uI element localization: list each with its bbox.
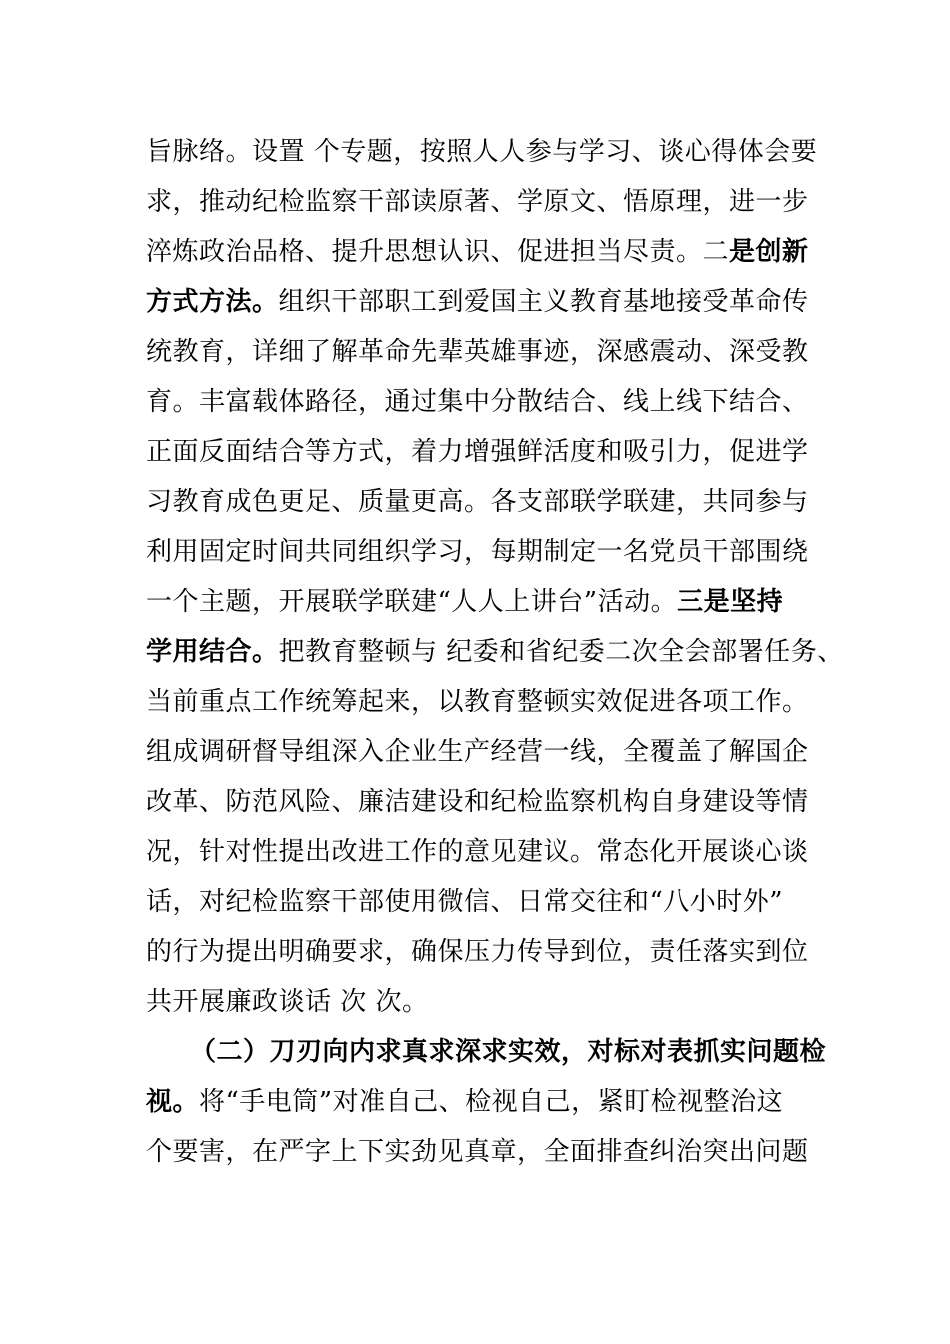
text-line <box>146 882 783 922</box>
text-run: 习教育成色更足、质量更高。各支部联学联建，共同参与 <box>146 487 809 517</box>
text-run: 统教育，详细了解革命先辈英雄事迹，深感震动、深受教 <box>146 337 809 367</box>
text-line <box>146 232 809 272</box>
text-run: 把教育整顿与 纪委和省纪委二次全会部署任务、 <box>278 637 844 667</box>
text-run: 改革、防范风险、廉洁建设和纪检监察机构自身建设等情 <box>146 787 809 817</box>
text-run: 利用固定时间共同组织学习，每期制定一名党员干部围绕 <box>146 537 809 567</box>
text-line <box>146 632 844 672</box>
text-line <box>146 182 809 222</box>
text-line <box>146 132 817 172</box>
text-line <box>146 282 809 322</box>
text-run: 旨脉络。设置 个专题，按照人人参与学习、谈心得体会要 <box>146 137 818 167</box>
text-line <box>146 682 809 722</box>
bold-text-run: 方式方法。 <box>146 287 279 317</box>
text-line <box>146 982 429 1022</box>
text-line <box>146 432 809 472</box>
section-heading-line <box>190 1032 826 1072</box>
text-line <box>146 332 809 372</box>
text-run: 的行为提出明确要求，确保压力传导到位，责任落实到位 <box>146 937 809 967</box>
text-run: 话，对纪检监察干部使用微信、日常交往和“八小时外” <box>146 887 784 917</box>
text-run: 个要害，在严字上下实劲见真章，全面排查纠治突出问题 <box>146 1137 809 1167</box>
text-run: 组成调研督导组深入企业生产经营一线，全覆盖了解国企 <box>146 737 809 767</box>
text-run: 将“手电筒”对准自己、检视自己，紧盯检视整治这 <box>199 1087 784 1117</box>
text-line <box>146 832 809 872</box>
bold-text-run: 是创新 <box>729 237 809 267</box>
text-run: 组织干部职工到爱国主义教育基地接受革命传 <box>278 287 809 317</box>
text-line <box>146 482 809 522</box>
text-run: 一个主题，开展联学联建“人人上讲台”活动。 <box>146 587 678 617</box>
text-line <box>146 582 783 622</box>
text-line <box>146 1082 783 1122</box>
text-run: 求，推动纪检监察干部读原著、学原文、悟原理，进一步 <box>146 187 809 217</box>
bold-text-run: 视。 <box>146 1087 200 1117</box>
text-run: 当前重点工作统筹起来，以教育整顿实效促进各项工作。 <box>146 687 809 717</box>
text-run: 正面反面结合等方式，着力增强鲜活度和吸引力，促进学 <box>146 437 809 467</box>
text-run: 况，针对性提出改进工作的意见建议。常态化开展谈心谈 <box>146 837 809 867</box>
text-line <box>146 732 809 772</box>
text-line <box>146 382 809 422</box>
bold-text-run: 学用结合。 <box>146 637 279 667</box>
text-line <box>146 532 809 572</box>
bold-text-run: （二）刀刃向内求真求深求实效，对标对表抓实问题检 <box>190 1037 827 1067</box>
text-run: 育。丰富载体路径，通过集中分散结合、线上线下结合、 <box>146 387 809 417</box>
text-line <box>146 782 809 822</box>
bold-text-run: 三是坚持 <box>677 587 784 617</box>
text-run: 淬炼政治品格、提升思想认识、促进担当尽责。二 <box>146 237 730 267</box>
text-run: 共开展廉政谈话 次 次。 <box>146 987 429 1017</box>
text-line <box>146 932 809 972</box>
text-line <box>146 1132 809 1172</box>
